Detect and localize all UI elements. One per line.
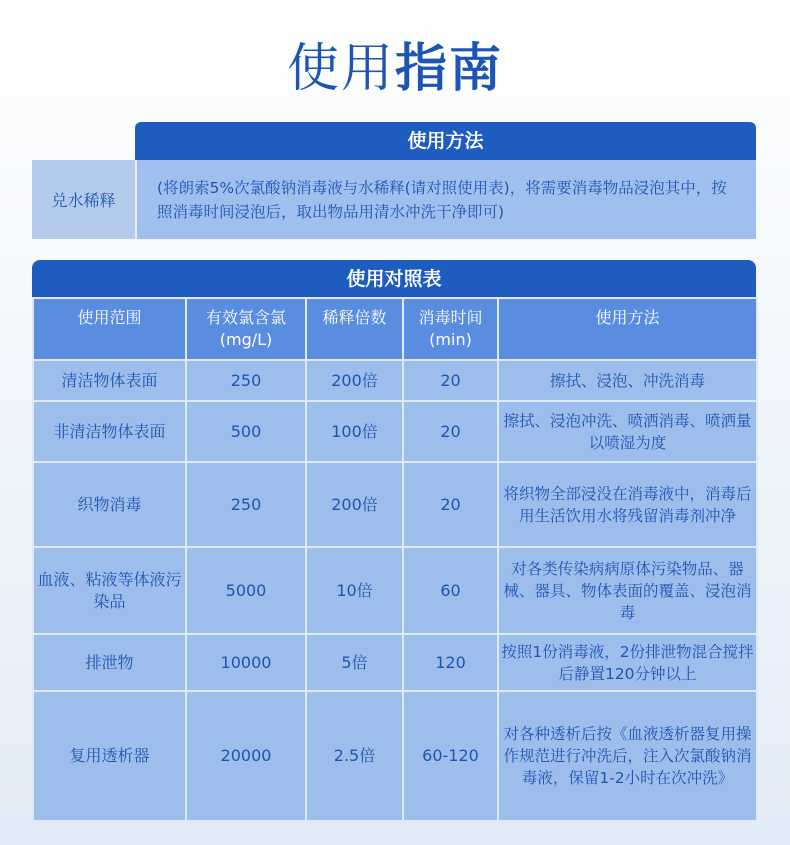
table-title: 使用对照表: [32, 260, 756, 297]
cell-method: 按照1份消毒液，2份排泄物混合搅拌后静置120分钟以上: [498, 634, 757, 691]
cell-method: 对各种透析后按《血液透析器复用操作规范进行冲洗后，注入次氯酸钠消毒液，保留1-2小时在次冲洗》: [498, 691, 757, 821]
header-method: 使用方法: [498, 298, 757, 360]
method-label: 兑水稀释: [32, 160, 135, 239]
cell-time: 20: [403, 462, 498, 547]
page-title-light: 使用: [286, 39, 395, 99]
cell-time: 20: [403, 401, 498, 462]
cell-dilution: 5倍: [306, 634, 403, 691]
cell-scope: 非清洁物体表面: [33, 401, 186, 462]
cell-scope: 血液、粘液等体液污染品: [33, 547, 186, 634]
cell-chlorine: 500: [186, 401, 306, 462]
cell-scope: 排泄物: [33, 634, 186, 691]
header-dilution: 稀释倍数: [306, 298, 403, 360]
cell-method: 擦拭、浸泡冲洗、喷洒消毒、喷洒量以喷湿为度: [498, 401, 757, 462]
table-row: [33, 691, 757, 821]
cell-method: 对各类传染病病原体污染物品、器械、器具、物体表面的覆盖、浸泡消毒: [498, 547, 757, 634]
cell-time: 60: [403, 547, 498, 634]
cell-time: 60-120: [403, 691, 498, 821]
page-title-bold: 指南: [395, 39, 504, 99]
table-row: [33, 462, 757, 547]
cell-chlorine: 5000: [186, 547, 306, 634]
table-row: [33, 547, 757, 634]
page-title: [0, 34, 790, 104]
header-time: 消毒时间 (min): [403, 298, 498, 360]
cell-chlorine: 20000: [186, 691, 306, 821]
cell-dilution: 200倍: [306, 360, 403, 401]
cell-method: 擦拭、浸泡、冲洗消毒: [498, 360, 757, 401]
cell-chlorine: 10000: [186, 634, 306, 691]
cell-chlorine: 250: [186, 462, 306, 547]
cell-scope: 清洁物体表面: [33, 360, 186, 401]
table-row: [33, 360, 757, 401]
cell-chlorine: 250: [186, 360, 306, 401]
cell-scope: 织物消毒: [33, 462, 186, 547]
cell-dilution: 100倍: [306, 401, 403, 462]
cell-method: 将织物全部浸没在消毒液中，消毒后用生活饮用水将残留消毒剂冲净: [498, 462, 757, 547]
cell-dilution: 10倍: [306, 547, 403, 634]
table-row: [33, 401, 757, 462]
header-scope: 使用范围: [33, 298, 186, 360]
method-header: 使用方法: [135, 122, 756, 160]
usage-table: [32, 297, 758, 822]
cell-scope: 复用透析器: [33, 691, 186, 821]
table-header-row: [33, 298, 757, 360]
header-chlorine: 有效氯含氯 (mg/L): [186, 298, 306, 360]
cell-dilution: 2.5倍: [306, 691, 403, 821]
cell-dilution: 200倍: [306, 462, 403, 547]
method-description: (将朗索5%次氯酸钠消毒液与水稀释(请对照使用表)，将需要消毒物品浸泡其中，按照消毒时间浸泡后，取出物品用清水冲洗干净即可): [135, 160, 756, 239]
table-row: [33, 634, 757, 691]
cell-time: 120: [403, 634, 498, 691]
cell-time: 20: [403, 360, 498, 401]
